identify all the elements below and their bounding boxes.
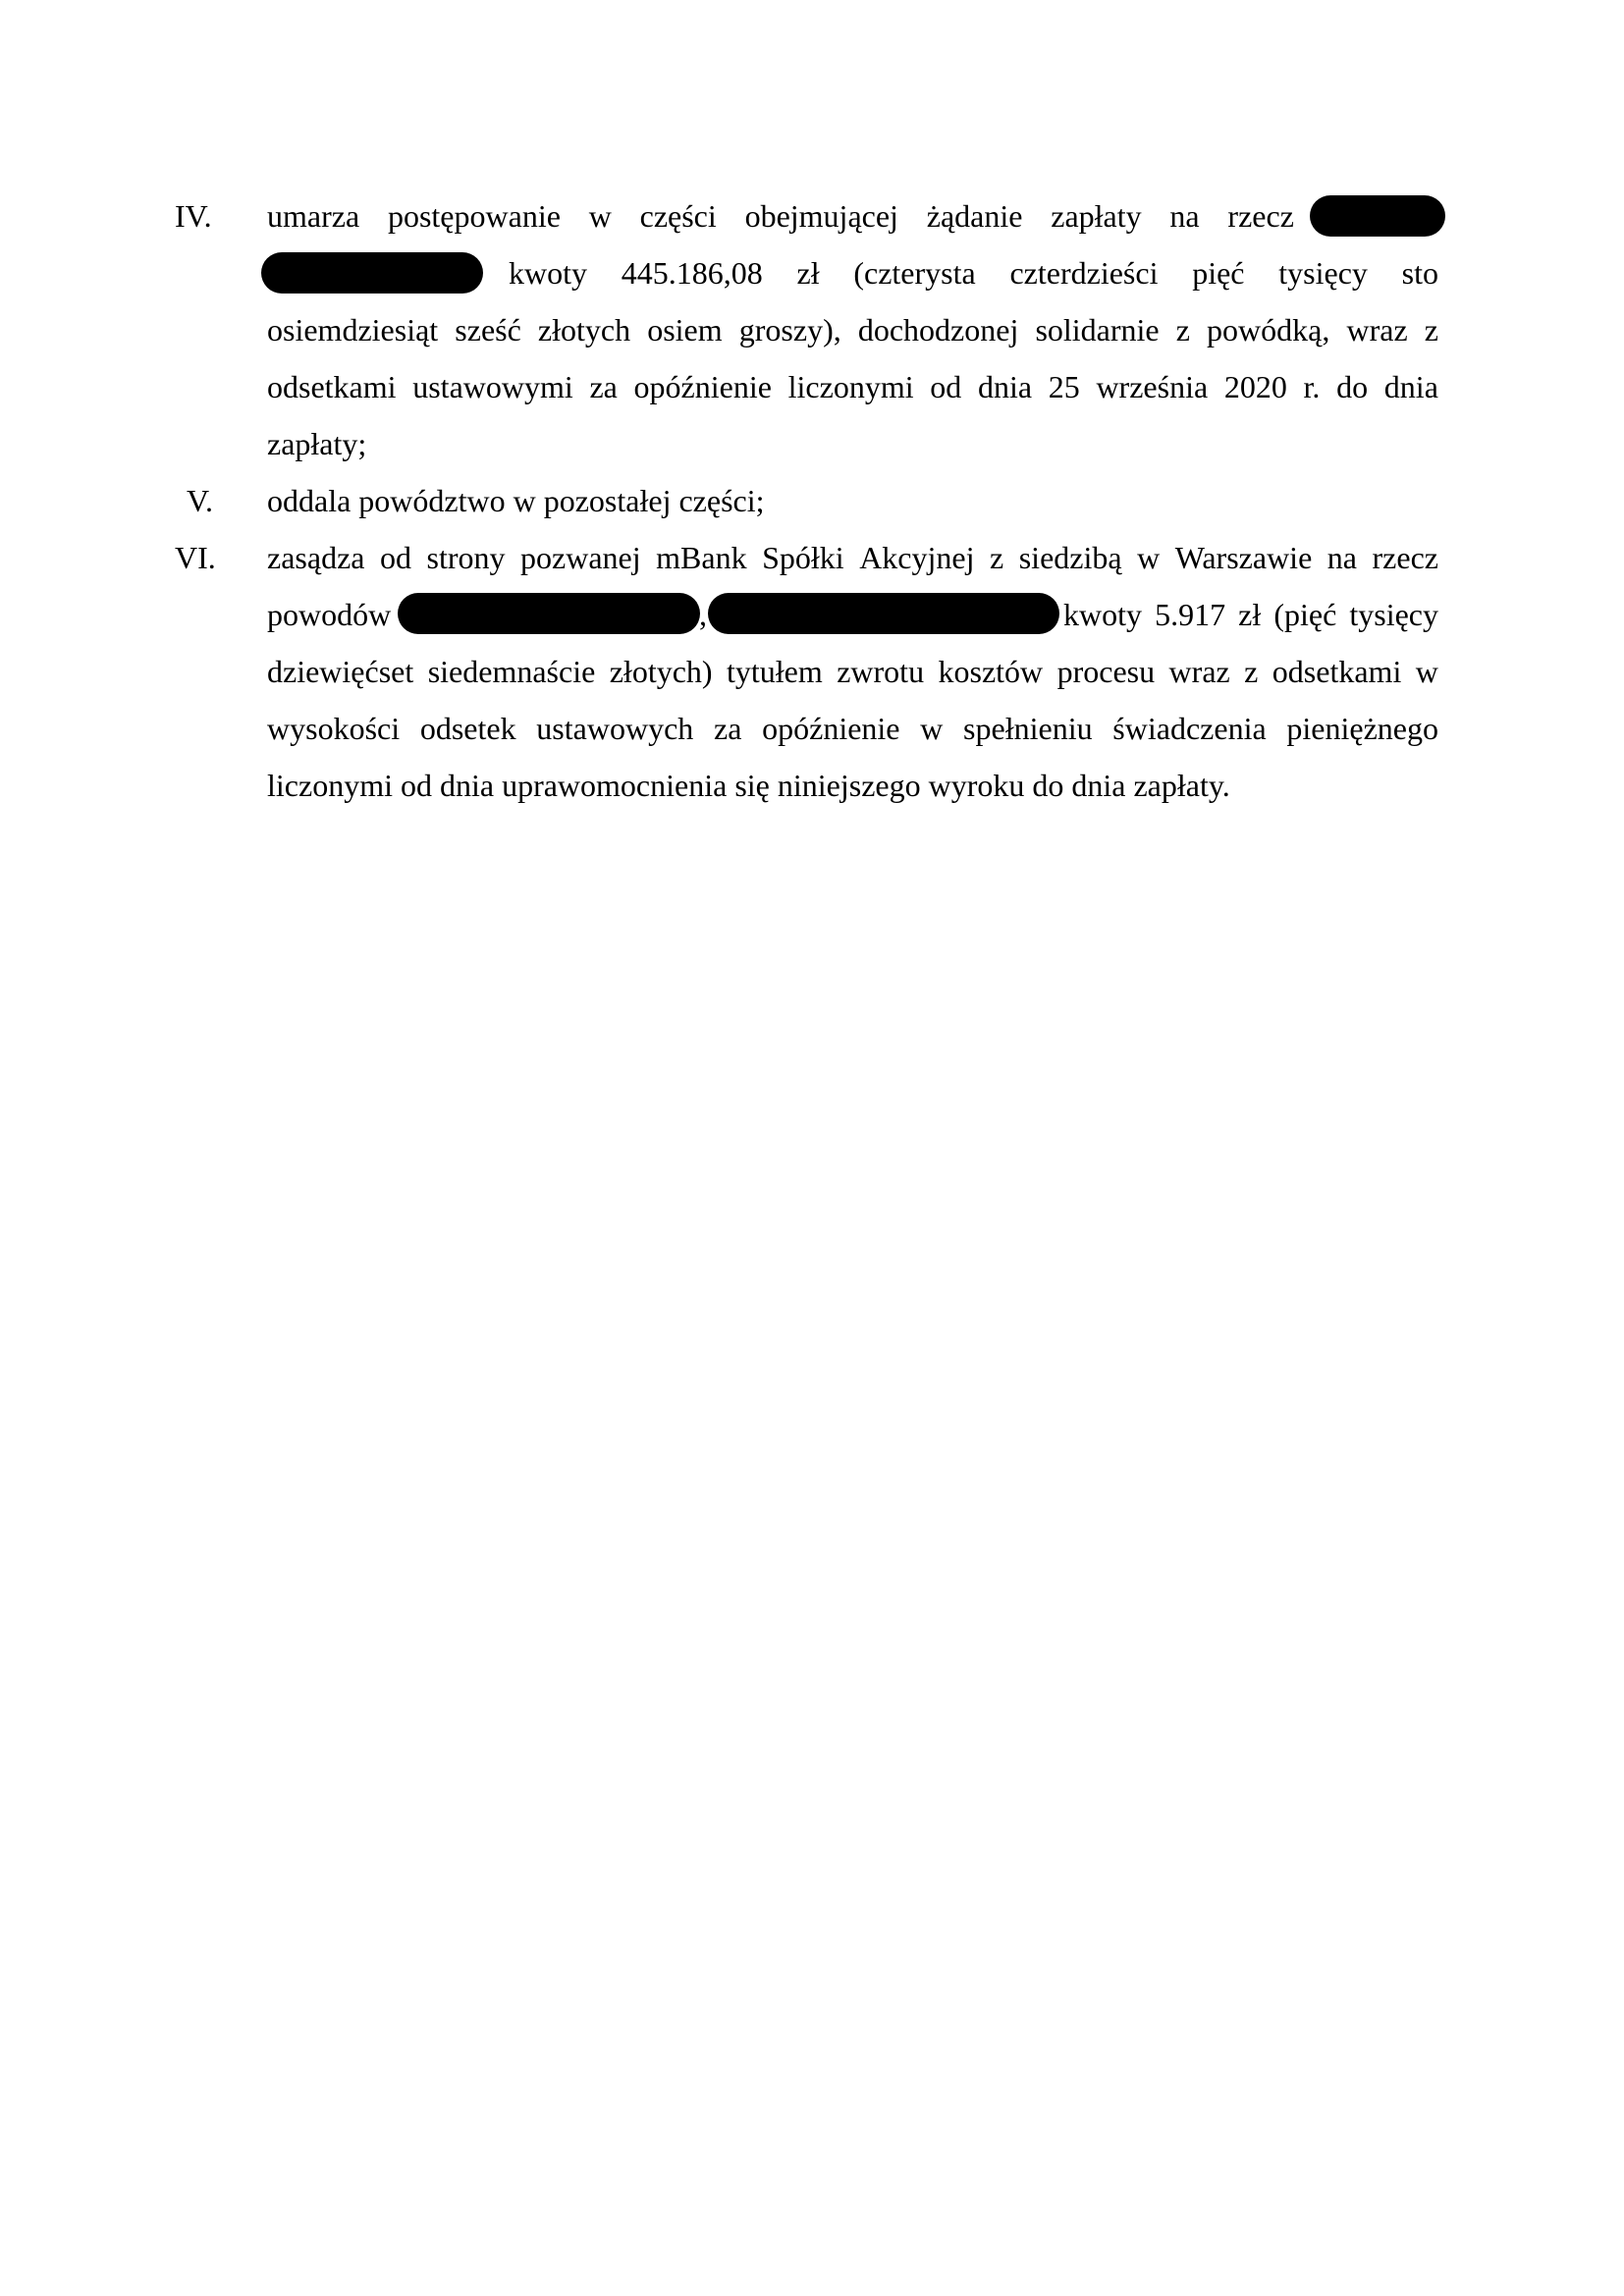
text-word: września bbox=[1096, 369, 1209, 404]
text-word: czterdzieści bbox=[1009, 255, 1159, 291]
text-word: świadczenia bbox=[1112, 711, 1267, 746]
text-word: pięć bbox=[1192, 255, 1245, 291]
text-word: kwoty bbox=[1063, 597, 1142, 632]
item-text-line bbox=[267, 643, 1438, 700]
item-text-line bbox=[267, 586, 395, 643]
text-word: 25 bbox=[1048, 369, 1080, 404]
text-word: osiem bbox=[647, 312, 723, 347]
text-word: na bbox=[1326, 540, 1357, 575]
item-text-line bbox=[267, 529, 1438, 586]
text-word: zwrotu bbox=[837, 654, 925, 689]
text-word: zł bbox=[1238, 597, 1262, 632]
text-word: umarza bbox=[267, 198, 360, 234]
text-word: procesu bbox=[1056, 654, 1156, 689]
text-word: wraz bbox=[1346, 312, 1408, 347]
item-text-line bbox=[267, 700, 1438, 757]
text-word: z bbox=[1244, 654, 1259, 689]
text-word: pieniężnego bbox=[1286, 711, 1438, 746]
text-word: Akcyjnej bbox=[859, 540, 975, 575]
text-word: liczonymi bbox=[787, 369, 914, 404]
text-word: w bbox=[1137, 540, 1161, 575]
text-word: (pięć bbox=[1273, 597, 1337, 632]
text-word: (czterysta bbox=[853, 255, 976, 291]
text-word: postępowanie bbox=[387, 198, 561, 234]
text-word: 2020 bbox=[1223, 369, 1287, 404]
text-word: od bbox=[930, 369, 962, 404]
item-text-line bbox=[509, 244, 1438, 301]
item-text: powodów bbox=[267, 597, 392, 632]
text-word: dnia bbox=[1383, 369, 1438, 404]
text-word: opóźnienie bbox=[762, 711, 900, 746]
redaction-box bbox=[708, 593, 1059, 634]
text-word: z bbox=[1175, 312, 1190, 347]
text-word: Warszawie bbox=[1174, 540, 1313, 575]
text-word: dochodzonej bbox=[857, 312, 1019, 347]
text-word: sto bbox=[1401, 255, 1438, 291]
text-word: części bbox=[639, 198, 717, 234]
item-number: IV. bbox=[175, 198, 212, 234]
item-text: liczonymi od dnia uprawomocnienia się niniejszego wyroku do dnia zapłaty. bbox=[267, 768, 1230, 803]
text-word: 5.917 bbox=[1155, 597, 1226, 632]
text-word: żądanie bbox=[926, 198, 1023, 234]
text-word: siedemnaście bbox=[427, 654, 596, 689]
text-word: osiemdziesiąt bbox=[267, 312, 439, 347]
text-word: za bbox=[589, 369, 618, 404]
item-number: V. bbox=[187, 483, 213, 518]
text-word: mBank bbox=[656, 540, 747, 575]
text-word: Spółki bbox=[762, 540, 844, 575]
text-word: groszy), bbox=[738, 312, 841, 347]
text-word: rzecz bbox=[1372, 540, 1438, 575]
text-word: tysięcy bbox=[1278, 255, 1368, 291]
text-word: dnia bbox=[977, 369, 1033, 404]
item-text-line bbox=[267, 472, 1438, 529]
text-word: dziewięćset bbox=[267, 654, 414, 689]
text-word: od bbox=[379, 540, 411, 575]
text-word: odsetkami bbox=[267, 369, 397, 404]
text-word: strony bbox=[426, 540, 506, 575]
text-word: siedzibą bbox=[1018, 540, 1122, 575]
item-text-line bbox=[267, 757, 1438, 814]
redaction-box bbox=[1310, 195, 1445, 237]
item-text-line bbox=[267, 301, 1438, 358]
text-word: w bbox=[920, 711, 944, 746]
text-word: zasądza bbox=[267, 540, 365, 575]
text-word: z bbox=[1424, 312, 1438, 347]
item-text-line bbox=[267, 358, 1438, 415]
text-word: do bbox=[1336, 369, 1369, 404]
text-word: tytułem bbox=[727, 654, 823, 689]
item-text-line bbox=[267, 415, 1438, 472]
text-word: sześć bbox=[455, 312, 521, 347]
item-text-line bbox=[267, 187, 1422, 244]
text-word: kosztów bbox=[938, 654, 1044, 689]
redaction-box bbox=[398, 593, 700, 634]
item-text: zapłaty; bbox=[267, 426, 367, 461]
text-word: opóźnienie bbox=[633, 369, 772, 404]
text-word: złotych) bbox=[609, 654, 713, 689]
text-word: kwoty bbox=[509, 255, 587, 291]
text-word: rzecz bbox=[1227, 198, 1294, 234]
item-text: oddala powództwo w pozostałej części; bbox=[267, 483, 765, 518]
text-word: odsetkami bbox=[1272, 654, 1402, 689]
text-word: wysokości bbox=[267, 711, 401, 746]
text-word: na bbox=[1169, 198, 1200, 234]
text-word: w bbox=[1415, 654, 1438, 689]
text-word: ustawowych bbox=[536, 711, 694, 746]
item-number: VI. bbox=[175, 540, 216, 575]
text-word: obejmującej bbox=[744, 198, 898, 234]
text-word: ustawowymi bbox=[412, 369, 573, 404]
text-word: powódką, bbox=[1207, 312, 1330, 347]
text-word: wraz bbox=[1168, 654, 1230, 689]
text-word: spełnieniu bbox=[963, 711, 1093, 746]
text-word: odsetek bbox=[419, 711, 516, 746]
text-word: tysięcy bbox=[1349, 597, 1438, 632]
text-word: r. bbox=[1303, 369, 1321, 404]
text-word: za bbox=[713, 711, 742, 746]
text-word: solidarnie bbox=[1035, 312, 1160, 347]
text-word: pozwanej bbox=[520, 540, 641, 575]
text-word: zapłaty bbox=[1051, 198, 1142, 234]
text-word: zł bbox=[796, 255, 820, 291]
text-word: 445.186,08 bbox=[621, 255, 763, 291]
text-word: w bbox=[588, 198, 612, 234]
text-word: z bbox=[990, 540, 1004, 575]
item-text-line bbox=[1063, 586, 1438, 643]
redaction-box bbox=[261, 252, 483, 294]
text-word: złotych bbox=[537, 312, 631, 347]
item-text: , bbox=[699, 597, 707, 632]
